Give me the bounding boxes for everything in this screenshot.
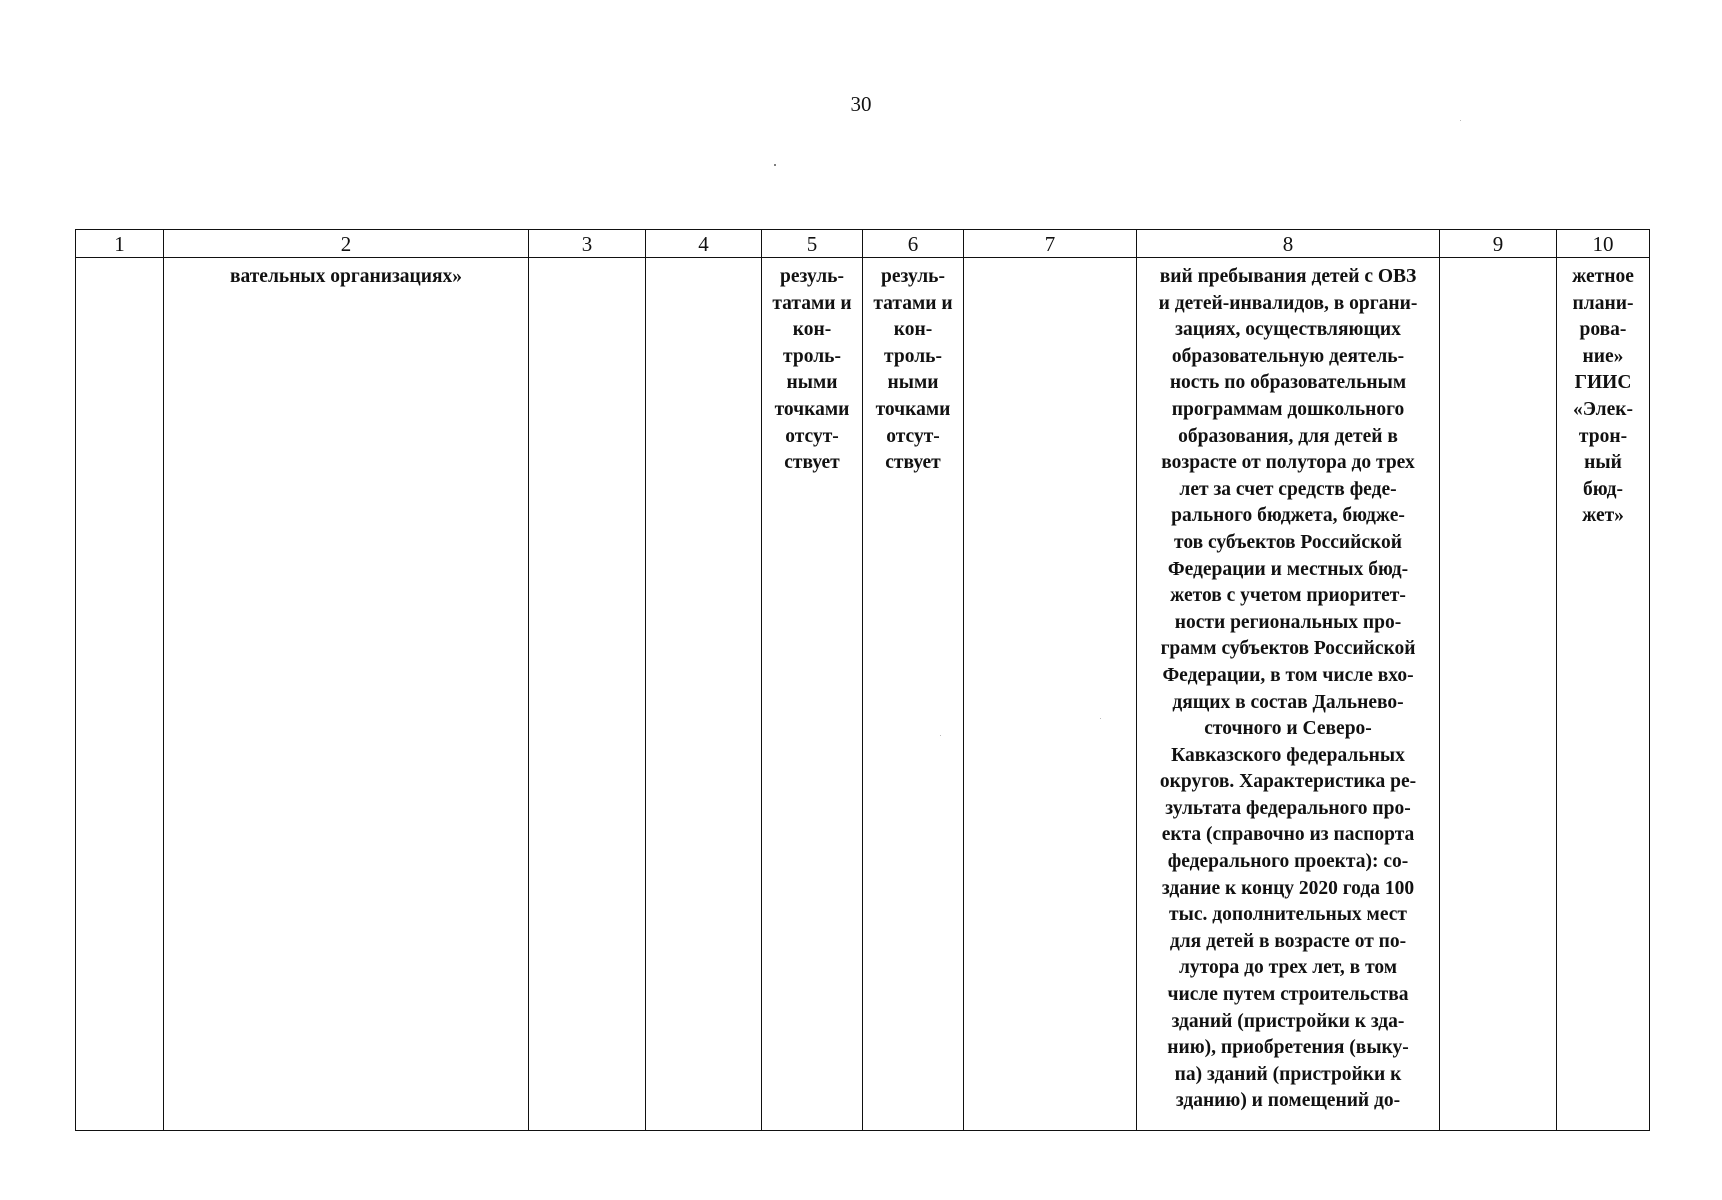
col-header-5: 5 xyxy=(762,230,863,258)
col-header-9: 9 xyxy=(1440,230,1557,258)
col-header-2: 2 xyxy=(164,230,529,258)
col-header-10: 10 xyxy=(1557,230,1650,258)
col-header-7: 7 xyxy=(964,230,1137,258)
table-row xyxy=(76,258,1650,1131)
cell-col6: резуль- татами и кон- троль- ными точками отсут- ствует xyxy=(863,258,964,1131)
page-number: 30 xyxy=(850,92,872,116)
cell-col2: вательных организациях» xyxy=(164,258,529,1131)
column-number-row xyxy=(76,230,1650,258)
cell-col8: вий пребывания детей с ОВЗ и детей-инвалидов, в органи- зациях, осуществляющих образовательную деятель- ность по образовательным программам дошкольного образования, для детей в возрасте от полутора до трех лет за счет средств феде- рального бюджета, бюдже- тов субъектов Российской Федерации и местных бюд- жетов с учетом приоритет- ности региональных про- грамм субъектов Российской Федерации, в том числе вхо- дящих в состав Дальнево- сточного и Северо- Кавказского федеральных округов. Характеристика ре- зультата федерального про- екта (справочно из паспорта федерального проекта): со- здание к концу 2020 года 100 тыс. дополнительных мест для детей в возрасте от по- лутора до трех лет, в том числе путем строительства зданий (пристройки к зда- нию), приобретения (выку- па) зданий (пристройки к зданию) и помещений до- xyxy=(1137,258,1440,1131)
cell-col1 xyxy=(76,258,164,1131)
cell-col7 xyxy=(964,258,1137,1131)
cell-col4 xyxy=(646,258,762,1131)
cell-col9 xyxy=(1440,258,1557,1131)
scan-speck xyxy=(1460,120,1461,121)
col-header-8: 8 xyxy=(1137,230,1440,258)
cell-col3 xyxy=(529,258,646,1131)
col-header-4: 4 xyxy=(646,230,762,258)
col-header-6: 6 xyxy=(863,230,964,258)
cell-col10: жетное плани- рова- ние» ГИИС «Элек- трон- ный бюд- жет» xyxy=(1557,258,1650,1131)
stray-dot xyxy=(774,164,776,166)
col-header-3: 3 xyxy=(529,230,646,258)
document-table xyxy=(75,229,1650,1131)
col-header-1: 1 xyxy=(76,230,164,258)
cell-col5: резуль- татами и кон- троль- ными точками отсут- ствует xyxy=(762,258,863,1131)
